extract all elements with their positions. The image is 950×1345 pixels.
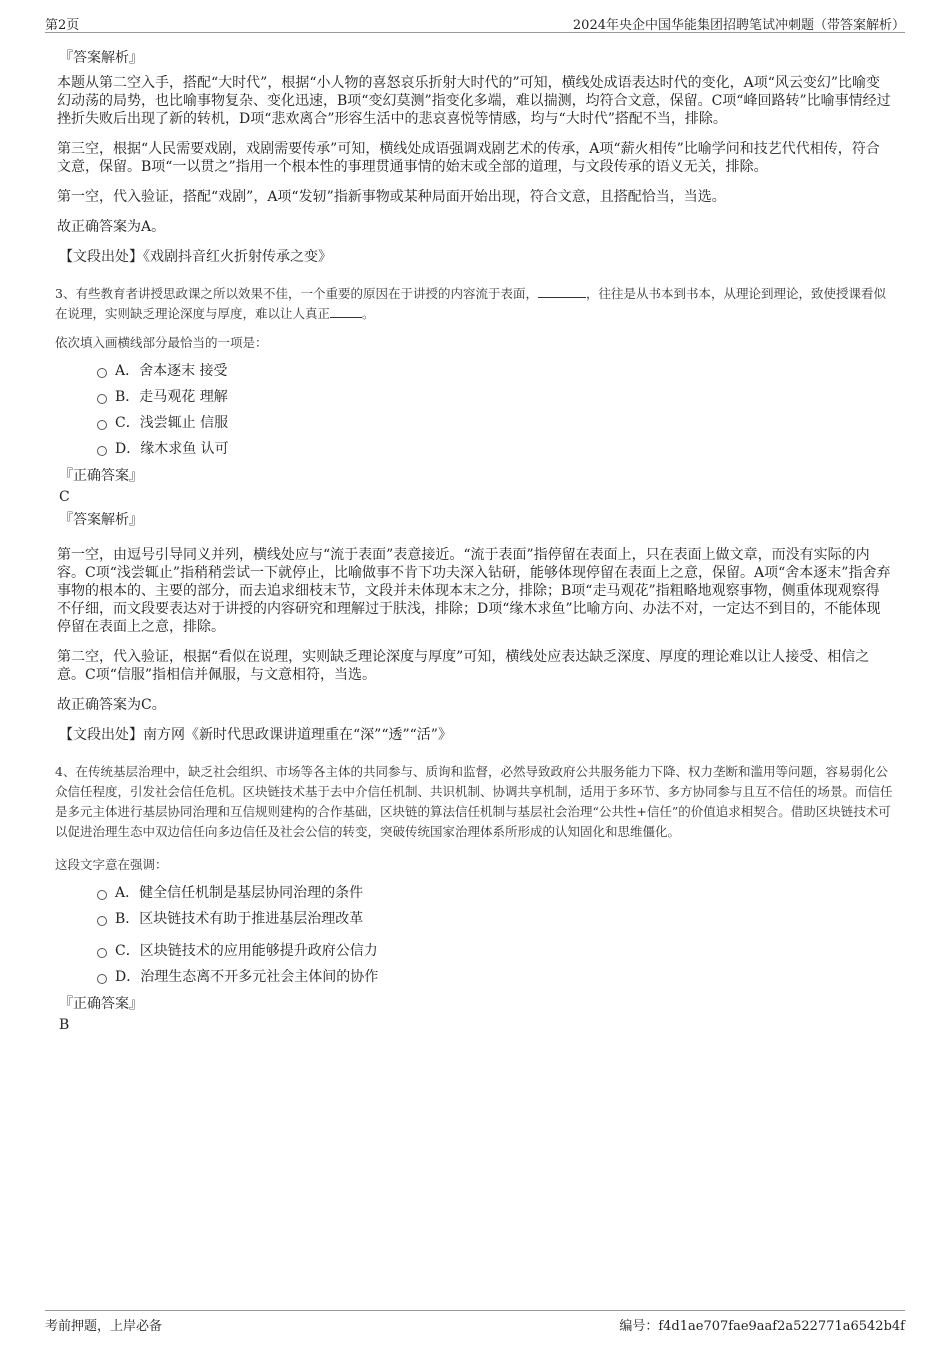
q2-analysis-p4: 故正确答案为A。 bbox=[57, 219, 166, 235]
q3-analysis-p2: 第二空，代入验证，根据“看似在说理，实则缺乏理论深度与厚度”可知，横线处应表达缺乏深度、厚度的理论难以让人接受、相信之意。C项“信服”指相信并佩服，与文意相符，当选。 bbox=[57, 649, 870, 683]
q4-options bbox=[97, 884, 893, 986]
q3-stem bbox=[55, 284, 893, 324]
page-header bbox=[45, 10, 905, 33]
radio-icon[interactable] bbox=[97, 368, 107, 378]
q3-options bbox=[97, 362, 893, 458]
q3-analysis-p1: 第一空，由逗号引导同义并列，横线处应与“流于表面”表意接近。“流于表面”指停留在表面上，只在表面上做文章，而没有实际的内容。C项“浅尝辄止”指稍稍尝试一下就停止，比喻做事不肯下功夫深入钻研，能够体现停留在表面上之意，保留。A项“舍本逐末”指舍弃事物的根本的、主要的部分，而去追求细枝末节，文段并未体现本末之分，排除；B项“走马观花”指粗略地观察事物，侧重体现观察得不仔细，而文段要表达对于讲授的内容研究和理解过于肤浅，排除；D项“缘木求鱼”比喻方向、办法不对，一定达不到目的，不能体现停留在表面上之意，排除。 bbox=[57, 547, 891, 635]
q3-option-d-label: D．缘木求鱼 认可 bbox=[115, 441, 229, 457]
q3-option-c-label: C．浅尝辄止 信服 bbox=[115, 415, 229, 431]
content bbox=[57, 40, 893, 1036]
q3-option-a-label: A．舍本逐末 接受 bbox=[115, 363, 228, 379]
q3-option-b-label: B．走马观花 理解 bbox=[115, 389, 228, 405]
correct-answer-label: 『正确答案』 bbox=[59, 996, 143, 1012]
correct-answer-label: 『正确答案』 bbox=[59, 468, 143, 484]
q4-option-a[interactable] bbox=[97, 884, 893, 902]
q4-prompt: 这段文字意在强调： bbox=[55, 857, 168, 872]
q3-option-a[interactable] bbox=[97, 362, 893, 380]
q4-answer: B bbox=[59, 1017, 70, 1033]
page-number: 第2页 bbox=[45, 18, 80, 33]
q3-option-b[interactable] bbox=[97, 388, 893, 406]
q4-option-d[interactable] bbox=[97, 968, 893, 986]
q4-stem: 4、在传统基层治理中，缺乏社会组织、市场等各主体的共同参与、质询和监督，必然导致政府公共服务能力下降、权力垄断和滥用等问题，容易弱化公众信任程度，引发社会信任危机。区块链技术基于去中介信任机制、共识机制、协调共享机制，适用于多环节、多方协同参与且互不信任的场景。而信任是多元主体进行基层协同治理和互信规则建构的合作基础，区块链的算法信任机制与基层社会治理“公共性+信任”的价值追求相契合。借助区块链技术可以促进治理生态中双边信任向多边信任及社会公信的转变，突破传统国家治理体系所形成的认知固化和思维僵化。 bbox=[55, 764, 893, 839]
q4-option-a-label: A．健全信任机制是基层协同治理的条件 bbox=[115, 885, 364, 901]
radio-icon[interactable] bbox=[97, 948, 107, 958]
q2-source: 【文段出处】《戏剧抖音红火折射传承之变》 bbox=[59, 249, 332, 265]
document-title: 2024年央企中国华能集团招聘笔试冲刺题（带答案解析） bbox=[572, 18, 905, 33]
q4-option-d-label: D．治理生态离不开多元社会主体间的协作 bbox=[115, 969, 379, 985]
analysis-label: 『答案解析』 bbox=[59, 50, 143, 66]
radio-icon[interactable] bbox=[97, 420, 107, 430]
radio-icon[interactable] bbox=[97, 446, 107, 456]
q3-prompt: 依次填入画横线部分最恰当的一项是： bbox=[55, 335, 268, 350]
q2-analysis-p2: 第三空，根据“人民需要戏剧，戏剧需要传承”可知，横线处成语强调戏剧艺术的传承，A项“薪火相传”比喻学问和技艺代代相传，符合文意，保留。B项“一以贯之”指用一个根本性的事理贯通事情的始末或全部的道理，与文段传承的语义无关，排除。 bbox=[57, 141, 880, 175]
q2-analysis-p3: 第一空，代入验证，搭配“戏剧”，A项“发轫”指新事物或某种局面开始出现，符合文意，且搭配恰当，当选。 bbox=[57, 189, 726, 205]
q3-stem-part2: ，往往是从书本到书本，从理论到理论，致使授课看似在说理，实则缺乏理论深度与厚度，难以让人真正 bbox=[55, 286, 886, 321]
q3-analysis-p3: 故正确答案为C。 bbox=[57, 697, 166, 713]
radio-icon[interactable] bbox=[97, 394, 107, 404]
q3-answer: C bbox=[59, 489, 70, 505]
q3-stem-part3: 。 bbox=[362, 306, 375, 321]
radio-icon[interactable] bbox=[97, 890, 107, 900]
page-footer bbox=[45, 1310, 905, 1333]
footer-slogan: 考前押题，上岸必备 bbox=[45, 1319, 163, 1334]
q4-option-b-label: B．区块链技术有助于推进基层治理改革 bbox=[115, 911, 364, 927]
radio-icon[interactable] bbox=[97, 974, 107, 984]
q3-blank-2 bbox=[330, 305, 362, 318]
analysis-label: 『答案解析』 bbox=[59, 512, 143, 528]
q3-stem-part1: 3、有些教育者讲授思政课之所以效果不佳，一个重要的原因在于讲授的内容流于表面， bbox=[55, 286, 538, 301]
q3-option-c[interactable] bbox=[97, 414, 893, 432]
q3-option-d[interactable] bbox=[97, 440, 893, 458]
q4-option-c-label: C．区块链技术的应用能够提升政府公信力 bbox=[115, 943, 378, 959]
q3-blank-1 bbox=[538, 285, 586, 298]
document-id: 编号：f4d1ae707fae9aaf2a522771a6542b4f bbox=[619, 1319, 905, 1334]
q2-analysis-p1: 本题从第二空入手，搭配“大时代”，根据“小人物的喜怒哀乐折射大时代的”可知，横线处成语表达时代的变化，A项“风云变幻”比喻变幻动荡的局势，也比喻事物复杂、变化迅速，B项“变幻莫测”指变化多端，难以揣测，均符合文意，保留。C项“峰回路转”比喻事情经过挫折失败后出现了新的转机，D项“悲欢离合”形容生活中的悲哀喜悦等情感，均与“大时代”搭配不当，排除。 bbox=[57, 75, 891, 127]
q4-option-c[interactable] bbox=[97, 942, 893, 960]
q3-source: 【文段出处】南方网《新时代思政课讲道理重在“深”“透”“活”》 bbox=[59, 727, 452, 743]
radio-icon[interactable] bbox=[97, 916, 107, 926]
q4-option-b[interactable] bbox=[97, 910, 893, 928]
